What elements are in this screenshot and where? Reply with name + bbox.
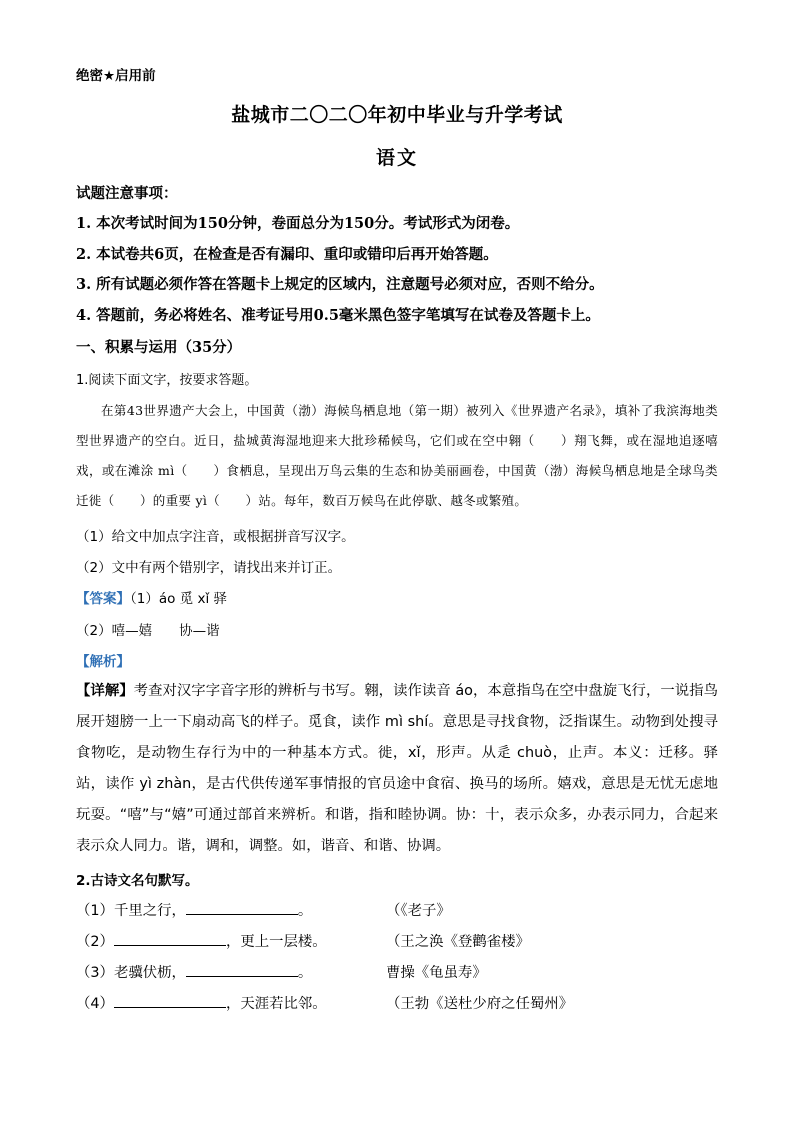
notice-heading: 试题注意事项： xyxy=(76,185,178,202)
item-text: ，更上一层楼。 xyxy=(225,934,327,950)
answer-blank[interactable] xyxy=(114,1007,226,1008)
sub-question-1: （1）给文中加点字注音，或根据拼音写汉字。 xyxy=(76,529,355,545)
item-number: （2） xyxy=(76,934,114,950)
item-text: 。 xyxy=(297,903,313,919)
item-number: （3） xyxy=(76,965,114,981)
item-number: （1） xyxy=(76,903,114,919)
answer-line-1 xyxy=(76,587,227,607)
subject-title: 语文 xyxy=(375,147,418,169)
question-1-prompt: 1.阅读下面文字，按要求答题。 xyxy=(76,373,258,388)
passage-text: 在第43世界遗产大会上，中国黄（渤）海候鸟栖息地（第一期）被列入《世界遗产名录》，填补了我滨海地类型世界遗产的空白。近日，盐城黄海湿地迎来大批珍稀候鸟，它们或在空中翱（ ）翔飞舞，或在湿地追逐嘻戏，或在滩涂 mì（ ）食栖息，呈现出万鸟云集的生态和协美丽画卷，中国黄（渤）海候鸟栖息地是全球鸟类迁徙（ ）的重要 yì（ ）站。每年，数百万候鸟在此停歇、越冬或繁殖。 xyxy=(76,403,718,508)
recitation-item-3 xyxy=(76,961,487,982)
item-text: 。 xyxy=(297,965,313,981)
notice-item: 4. 答题前，务必将姓名、准考证号用0.5毫米黑色签字笔填写在试卷及答题卡上。 xyxy=(76,307,600,324)
item-text: 老骥伏枥， xyxy=(113,965,186,981)
item-text: ，天涯若比邻。 xyxy=(225,996,327,1012)
item-number: （4） xyxy=(76,996,114,1012)
answer-2: （2）嘻—嬉 协—谐 xyxy=(76,623,220,639)
analysis-label: 【解析】 xyxy=(76,654,130,670)
detail-text: 考查对汉字字音字形的辨析与书写。翱，读作读音 áo，本意指鸟在空中盘旋飞行，一说指鸟展开翅膀一上一下扇动高飞的样子。觅食，读作 mì shí。意思是寻找食物，泛指谋生。动物到处搜寻食物吃，是动物生存行为中的一种基本方式。徙，xǐ，形声。从辵 chuò，止声。本义：迁移。驿站，读作 yì zhàn，是古代供传递军事情报的官员途中食宿、换马的场所。嬉戏，意思是无忧无虑地玩耍。“嘻”与“嬉”可通过部首来辨析。和谐，指和睦协调。协：十，表示众多，办表示同力，合起来表示众人同力。谐，调和，调整。如，谐音、和谐、协调。 xyxy=(76,683,718,854)
recitation-item-4 xyxy=(76,992,574,1013)
item-text: 千里之行， xyxy=(113,903,186,919)
item-source: （《老子》 xyxy=(386,903,451,919)
confidential-mark: 绝密★启用前 xyxy=(76,68,156,84)
item-source: （王之涣《登鹳雀楼》 xyxy=(386,934,530,950)
detail-label: 【详解】 xyxy=(76,683,134,699)
item-source: （王勃《送杜少府之任蜀州》 xyxy=(386,996,574,1012)
question-2-prompt: 2.古诗文名句默写。 xyxy=(76,873,199,889)
notice-item: 1. 本次考试时间为150分钟，卷面总分为150分。考试形式为闭卷。 xyxy=(76,215,520,232)
answer-1: （1）áo 觅 xǐ 驿 xyxy=(130,591,227,607)
item-source: 曹操《龟虽寿》 xyxy=(386,965,487,981)
notice-item: 3. 所有试题必须作答在答题卡上规定的区域内，注意题号必须对应，否则不给分。 xyxy=(76,276,604,293)
recitation-item-2 xyxy=(76,930,530,951)
answer-blank[interactable] xyxy=(186,976,298,977)
answer-blank[interactable] xyxy=(114,945,226,946)
detail-block xyxy=(76,676,718,862)
sub-question-2: （2）文中有两个错别字，请找出来并订正。 xyxy=(76,560,342,576)
answer-label: 【答案】 xyxy=(76,591,130,607)
reading-passage xyxy=(76,396,718,516)
recitation-item-1 xyxy=(76,899,451,920)
answer-blank[interactable] xyxy=(186,914,298,915)
section-title: 一、积累与运用（35分） xyxy=(76,339,242,356)
exam-title: 盐城市二〇二〇年初中毕业与升学考试 xyxy=(231,104,563,126)
notice-item: 2. 本试卷共6页，在检查是否有漏印、重印或错印后再开始答题。 xyxy=(76,246,498,263)
